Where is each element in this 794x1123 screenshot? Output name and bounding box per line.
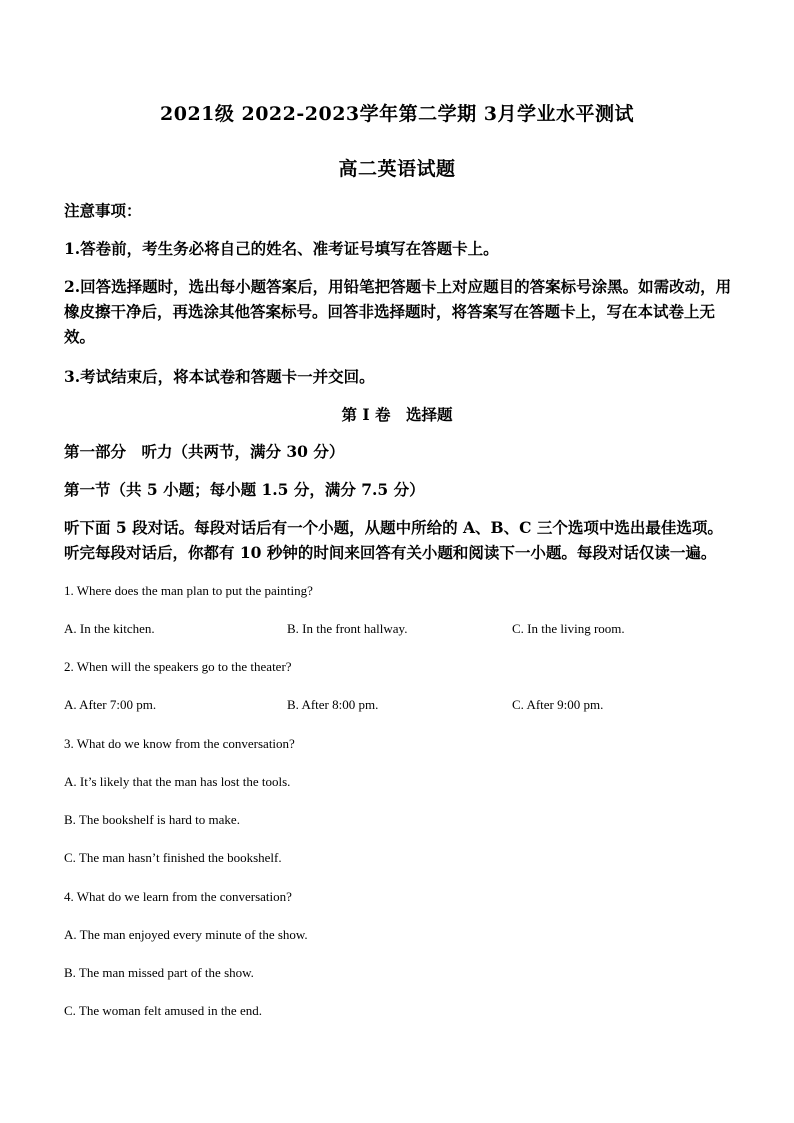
question-4-option-a: A. The man enjoyed every minute of the show. (64, 927, 308, 942)
question-2-option-a: A. After 7:00 pm. (64, 697, 157, 712)
question-3-stem: 3. What do we know from the conversation? (64, 736, 295, 751)
note-item-2: 2.回答选择题时，选出每小题答案后，用铅笔把答题卡上对应题目的答案标号涂黑。如需改动，用橡皮擦干净后，再选涂其他答案标号。回答非选择题时，将答案写在答题卡上，写在本试卷上无效。 (64, 277, 732, 346)
question-3-option-c: C. The man hasn’t finished the bookshelf. (64, 850, 282, 865)
question-4-option-b: B. The man missed part of the show. (64, 965, 254, 980)
question-2-stem: 2. When will the speakers go to the theater? (64, 659, 292, 674)
part-heading: 第一部分 听力（共两节，满分 30 分） (64, 442, 345, 461)
note-item-1: 1.答卷前，考生务必将自己的姓名、准考证号填写在答题卡上。 (64, 239, 499, 258)
question-3-option-a: A. It’s likely that the man has lost the tools. (64, 774, 291, 789)
notes-heading: 注意事项： (64, 201, 142, 220)
question-1-stem: 1. Where does the man plan to put the painting? (64, 583, 313, 598)
question-2-option-c: C. After 9:00 pm. (512, 697, 604, 712)
question-1-option-a: A. In the kitchen. (64, 621, 155, 636)
exam-title: 2021级 2022-2023学年第二学期 3月学业水平测试 (160, 103, 634, 125)
question-4-option-c: C. The woman felt amused in the end. (64, 1003, 262, 1018)
question-1-option-b: B. In the front hallway. (287, 621, 408, 636)
question-1-option-c: C. In the living room. (512, 621, 625, 636)
question-4-stem: 4. What do we learn from the conversation? (64, 889, 292, 904)
subsection-heading: 第一节（共 5 小题；每小题 1.5 分，满分 7.5 分） (64, 480, 425, 499)
volume-heading: 第 I 卷 选择题 (341, 405, 453, 424)
note-item-3: 3.考试结束后，将本试卷和答题卡一并交回。 (64, 367, 375, 386)
exam-subtitle: 高二英语试题 (338, 158, 456, 180)
listening-instructions: 听下面 5 段对话。每段对话后有一个小题，从题中所给的 A、B、C 三个选项中选出最佳选项。听完每段对话后，你都有 10 秒钟的时间来回答有关小题和阅读下一小题。每段对话仅读一遍。 (64, 518, 723, 562)
question-3-option-b: B. The bookshelf is hard to make. (64, 812, 240, 827)
question-2-option-b: B. After 8:00 pm. (287, 697, 379, 712)
